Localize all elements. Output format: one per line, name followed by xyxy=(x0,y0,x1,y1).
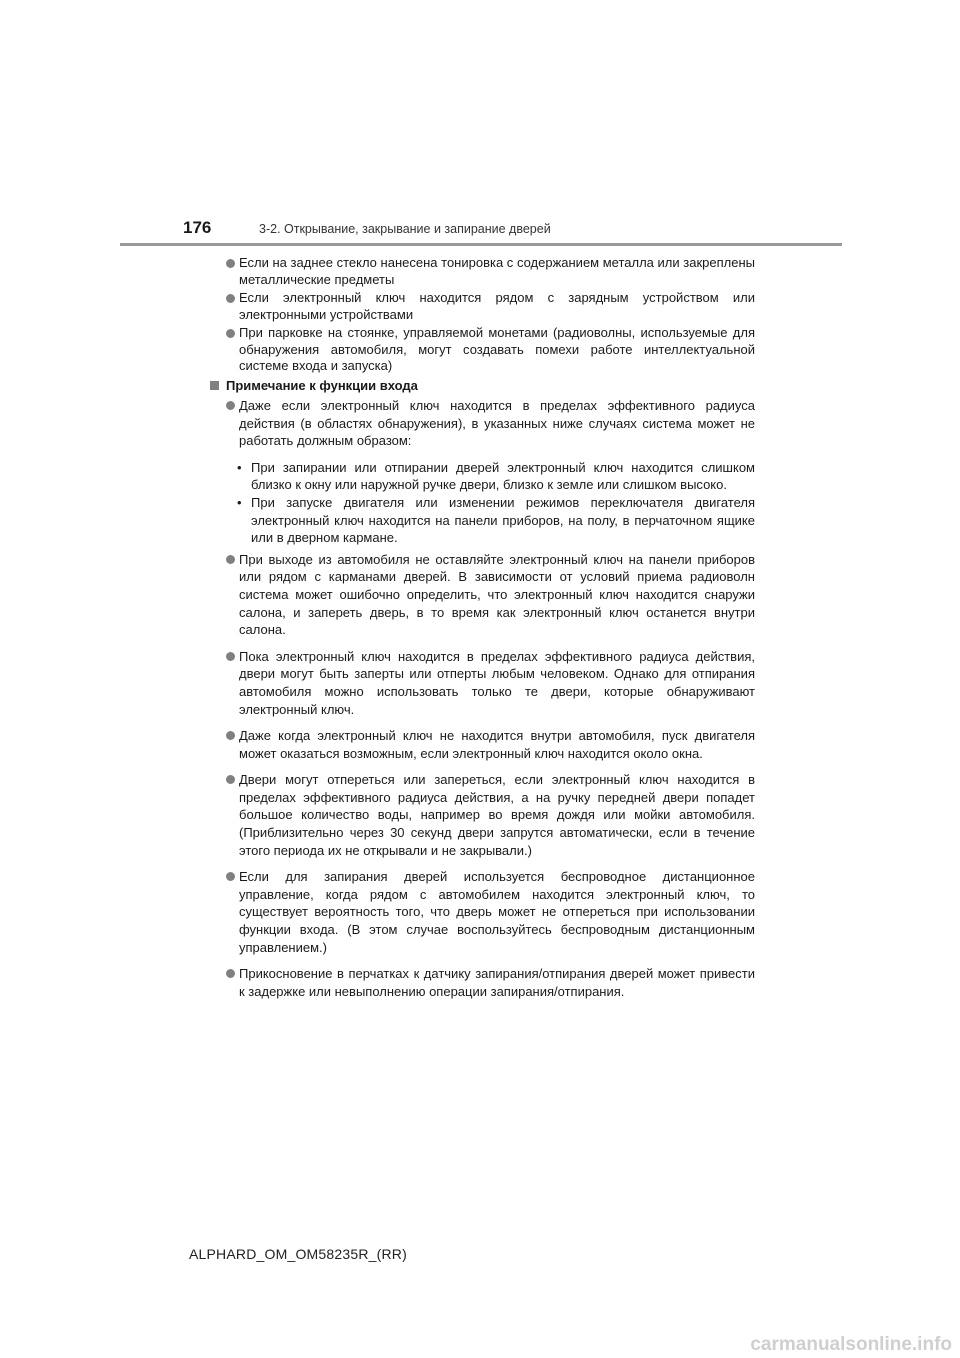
list-item xyxy=(210,325,755,375)
list-item-text: Если на заднее стекло нанесена тонировка с содержанием металла или закреплены металлические предметы xyxy=(239,255,755,287)
list-item-text: Если электронный ключ находится рядом с зарядным устройством или электронными устройствами xyxy=(239,290,755,322)
list-item xyxy=(210,397,755,450)
small-bullet-icon: • xyxy=(237,459,242,475)
list-item-text: Пока электронный ключ находится в пределах эффективного радиуса действия, двери могут быть заперты или отперты любым человеком. Однако для отпирания автомобиля можно использовать только те двери, которые обнаруживают электронный ключ. xyxy=(239,648,755,717)
small-bullet-icon: • xyxy=(237,494,242,510)
document-footer: ALPHARD_OM_OM58235R_(RR) xyxy=(189,1246,407,1262)
sub-item-text: При запуске двигателя или изменении режимов переключателя двигателя электронный ключ находится на панели приборов, на полу, в перчаточном ящике или в дверном кармане. xyxy=(251,494,755,546)
square-bullet-icon xyxy=(210,381,219,390)
header-divider xyxy=(120,243,842,246)
bullet-icon xyxy=(226,555,235,564)
page-number: 176 xyxy=(183,218,212,237)
bullet-icon xyxy=(226,294,235,303)
note-heading-text: Примечание к функции входа xyxy=(226,377,418,393)
list-item xyxy=(210,965,755,1000)
list-item-text: Прикосновение в перчатках к датчику запирания/отпирания дверей может привести к задержке или невыполнению операции запирания/отпирания. xyxy=(239,966,755,999)
list-item xyxy=(210,648,755,718)
bullet-icon xyxy=(226,775,235,784)
list-item-text: Если для запирания дверей используется беспроводное дистанционное управление, когда рядом с автомобилем находится электронный ключ, то существует вероятность того, что дверь может не отпереться при использовании функции входа. (В этом случае воспользуйтесь беспроводным дистанционным управлением.) xyxy=(239,869,755,955)
bullet-icon xyxy=(226,652,235,661)
bullet-icon xyxy=(226,731,235,740)
section-title: 3-2. Открывание, закрывание и запирание дверей xyxy=(259,222,551,236)
bullet-icon xyxy=(226,872,235,881)
watermark: carmanualsonline.info xyxy=(750,1334,952,1355)
list-item xyxy=(210,727,755,762)
sub-item xyxy=(210,459,755,494)
list-item-text: Даже когда электронный ключ не находится внутри автомобиля, пуск двигателя может оказаться возможным, если электронный ключ находится около окна. xyxy=(239,728,755,761)
list-item-text: Даже если электронный ключ находится в пределах эффективного радиуса действия (в областях обнаружения), в указанных ниже случаях система может не работать должным образом: xyxy=(239,398,755,449)
bullet-icon xyxy=(226,259,235,268)
bullet-icon xyxy=(226,401,235,410)
list-item-text: При парковке на стоянке, управляемой монетами (радиоволны, используемые для обнаружения автомобиля, могут создавать помехи работе интеллектуальной системе входа и запуска) xyxy=(239,325,755,373)
list-item-text: При выходе из автомобиля не оставляйте электронный ключ на панели приборов или рядом с карманами дверей. В зависимости от условий приема радиоволн система может ошибочно определить, что электронный ключ находится снаружи салона, и запереть дверь, в то время как электронный ключ останется внутри салона. xyxy=(239,551,755,638)
list-item-text: Двери могут отпереться или запереться, если электронный ключ находится в пределах эффективного радиуса действия, а на ручку передней двери попадет большое количество воды, например во время дождя или мойки автомобиля. (Приблизительно через 30 секунд двери запрутся автоматически, если в течение этого периода их не открывали и не закрывали.) xyxy=(239,772,755,858)
list-item xyxy=(210,290,755,323)
bullet-icon xyxy=(226,969,235,978)
list-item xyxy=(210,255,755,288)
note-heading xyxy=(210,378,755,395)
sub-item-text: При запирании или отпирании дверей электронный ключ находится слишком близко к окну или наружной ручке двери, близко к земле или слишком высоко. xyxy=(251,459,755,493)
page-content xyxy=(210,255,755,1009)
list-item xyxy=(210,771,755,859)
bullet-icon xyxy=(226,329,235,338)
list-item xyxy=(210,868,755,956)
sub-item xyxy=(210,494,755,547)
list-item xyxy=(210,551,755,639)
